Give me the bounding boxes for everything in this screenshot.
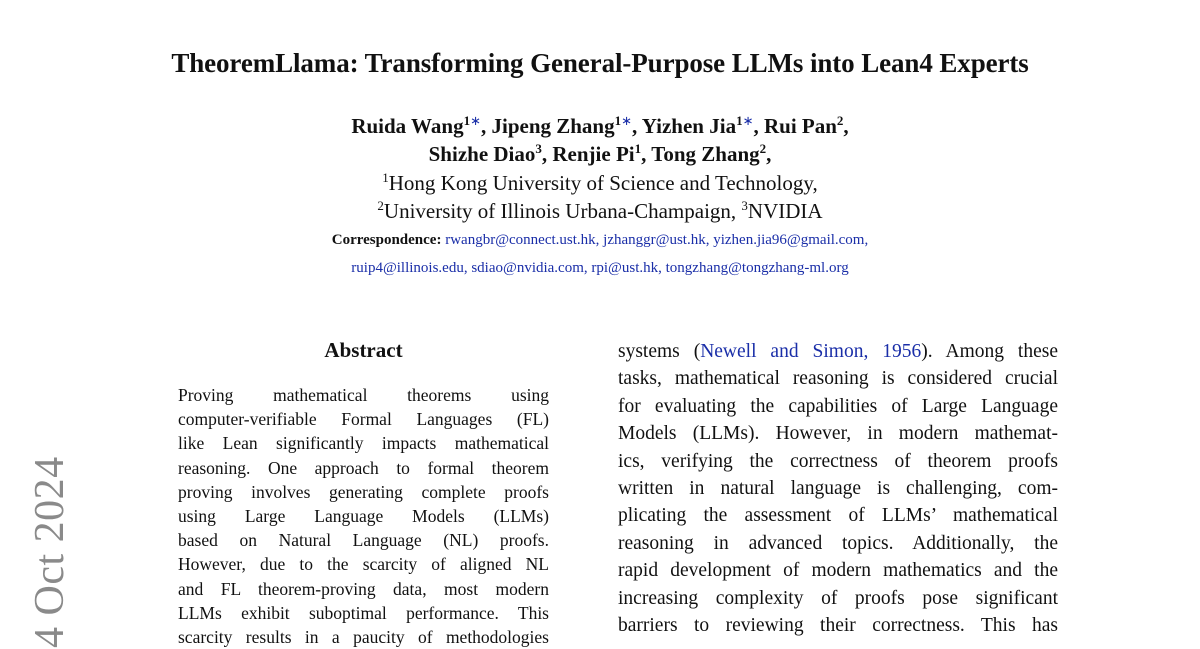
author-name: Rui Pan <box>763 114 837 138</box>
correspondence-label: Correspondence: <box>331 232 442 248</box>
author-name: Shizhe Diao <box>428 142 536 166</box>
author-affiliation-marker: 1 <box>614 113 622 128</box>
author-name: Tong Zhang <box>651 142 760 166</box>
author-affiliation-marker: 2 <box>836 113 844 128</box>
correspondence-emails-1[interactable]: rwangbr@connect.ust.hk, jzhanggr@ust.hk, yizhen.jia96@gmail.com, <box>445 232 869 248</box>
intro-line <box>618 338 1058 365</box>
abstract-line: LLMs exhibit suboptimal performance. This <box>178 602 549 623</box>
correspondence-emails-2[interactable]: ruip4@illinois.edu, sdiao@nvidia.com, rpi@ust.hk, tongzhang@tongzhang-ml.org <box>351 260 849 276</box>
author-name: Ruida Wang <box>351 114 464 138</box>
intro-text: ). Among these <box>921 341 1058 362</box>
author-affiliation-marker: 1 <box>736 113 743 128</box>
affiliation-marker: 2 <box>377 198 384 213</box>
abstract-line: Proving mathematical theorems using <box>178 385 549 405</box>
author-list-line-2: Shizhe Diao$^3$, Renjie Pi$^1$, Tong Zhang$^2$, <box>428 141 772 166</box>
intro-line: plicating the assessment of LLMs’ mathematical <box>618 505 1058 527</box>
author-affiliation-marker: 3 <box>535 141 542 156</box>
equal-contribution-marker: ∗ <box>470 113 481 128</box>
intro-line: barriers to reviewing their correctness. This has <box>618 614 1058 636</box>
abstract-line: proving involves generating complete proofs <box>178 481 549 502</box>
equal-contribution-marker: ∗ <box>742 113 754 128</box>
author-affiliation-marker: 2 <box>759 141 767 156</box>
correspondence-line-2 <box>0 260 1200 277</box>
author-affiliation-marker: 1 <box>634 141 642 156</box>
author-affiliation-marker: 1 <box>463 113 471 128</box>
intro-line: for evaluating the capabilities of Large Language <box>618 395 1058 417</box>
abstract-line: and FL theorem-proving data, most modern <box>178 578 549 599</box>
affiliation-line-1 <box>0 170 1200 196</box>
intro-line: ics, verifying the correctness of theorem proofs <box>618 450 1058 472</box>
arxiv-side-stamp: 4 Oct 2024 <box>27 456 73 648</box>
affiliation-hkust: Hong Kong University of Science and Technology, <box>388 171 818 195</box>
intro-line: written in natural language is challenging, com- <box>618 477 1058 499</box>
abstract-line: computer-verifiable Formal Languages (FL) <box>178 409 549 430</box>
affiliation-marker: 3 <box>741 198 748 213</box>
author-name: Renjie Pi <box>552 142 635 166</box>
affiliation-uiuc: University of Illinois Urbana-Champaign, <box>383 199 742 223</box>
abstract-heading: Abstract <box>324 338 403 362</box>
abstract-line: reasoning. One approach to formal theorem <box>178 457 549 478</box>
intro-line: Models (LLMs). However, in modern mathemat- <box>618 423 1058 445</box>
abstract-line: based on Natural Language (NL) proofs. <box>178 530 549 551</box>
abstract-body <box>178 383 549 649</box>
affiliation-nvidia: NVIDIA <box>747 199 823 223</box>
intro-line: reasoning in advanced topics. Additionally, the <box>618 532 1058 554</box>
author-list-line-1: Ruida Wang$^{1∗}$, Jipeng Zhang$^{1∗}$, Yizhen Jia$^{1∗}$, Rui Pan$^2$, <box>351 113 849 138</box>
intro-line: increasing complexity of proofs pose significant <box>618 587 1058 609</box>
intro-text: systems ( <box>618 341 701 362</box>
paper-title: TheoremLlama: Transforming General-Purpose LLMs into Lean4 Experts <box>171 48 1029 78</box>
correspondence-line-1 <box>0 232 1200 249</box>
affiliation-line-2 <box>0 198 1200 224</box>
author-name: Yizhen Jia <box>641 114 737 138</box>
citation-link[interactable]: Newell and Simon, 1956 <box>700 341 922 362</box>
abstract-line: using Large Language Models (LLMs) <box>178 505 549 526</box>
equal-contribution-marker: ∗ <box>621 113 633 128</box>
intro-line: rapid development of modern mathematics and the <box>618 560 1058 582</box>
abstract-line: scarcity results in a paucity of methodologies <box>178 626 549 647</box>
abstract-line: like Lean significantly impacts mathematical <box>178 433 549 454</box>
author-name: Jipeng Zhang <box>491 114 615 138</box>
abstract-line: However, due to the scarcity of aligned NL <box>178 554 549 575</box>
introduction-column <box>618 338 1058 639</box>
affiliation-marker: 1 <box>382 170 389 185</box>
intro-line: tasks, mathematical reasoning is considered crucial <box>618 368 1058 390</box>
